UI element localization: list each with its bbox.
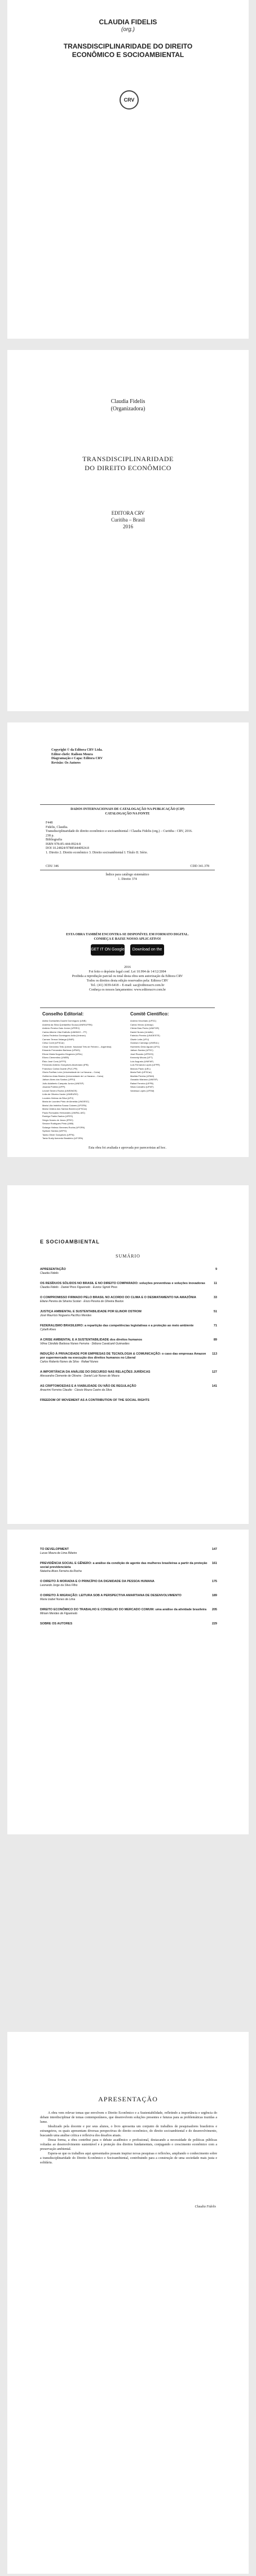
- toc-item-title: AS CRIPTOMOEDAS E A VIABILIDADE OU NÃO DE REGULAÇÃO: [40, 1385, 136, 1388]
- copyright-lines: [51, 748, 209, 765]
- toc-item[interactable]: [40, 1548, 217, 1556]
- toc-item[interactable]: [40, 1622, 217, 1626]
- publisher-year: 2016: [123, 524, 133, 529]
- title-line1: TRANSDISCIPLINARIDADE: [82, 455, 174, 463]
- council-member: Carlos Federico Dominguez Avila (Unieuro): [42, 1034, 86, 1037]
- toc-item[interactable]: [40, 1268, 217, 1276]
- copyright-page: [7, 722, 249, 1157]
- toc-item-title: APRESENTAÇÃO: [40, 1268, 66, 1271]
- toc-item-title: A IMPORTÂNCIA DA ANÁLISE DO DISCURSO NAS RELAÇÕES JURÍDICAS: [40, 1370, 151, 1374]
- catalog-line: Bibliografia: [46, 838, 62, 842]
- council-member: Tadeu Oliver Gonçalves (UFPA): [42, 1133, 74, 1136]
- toc-item-author: Carlos Roberto Nunes da Silva · Rafael Nunes: [40, 1360, 99, 1364]
- toc-item-page: 147: [211, 1548, 217, 1551]
- scientific-committee-list: [130, 1019, 212, 1093]
- council-member: Andrea Vecchiato (UFSC): [130, 1019, 157, 1022]
- toc-item-author: Cybelli Alves: [40, 1328, 56, 1331]
- google-play-badge[interactable]: GET IT ON Google Play: [91, 944, 125, 956]
- toc-item[interactable]: [40, 1310, 217, 1318]
- council-member: Marilda Pereira (UFAM): [130, 1074, 155, 1077]
- cover-author: CLAUDIA FIDELIS: [99, 18, 157, 26]
- toc-item-title: JUSTIÇA AMBIENTAL E SUSTENTABILIDADE POR ELINOR OSTROM: [40, 1310, 142, 1313]
- toc-item[interactable]: [40, 1338, 217, 1346]
- council-member: Sydione Santos (UEPG): [42, 1129, 67, 1132]
- toc-item[interactable]: [40, 1385, 217, 1392]
- catalog-line: F448: [46, 821, 53, 825]
- cdu-code: CDU 346: [46, 865, 59, 868]
- toc-item[interactable]: [40, 1562, 217, 1574]
- legal-line: Foi feito o depósito legal conf. Lei 10.994 de 14/12/2004: [89, 970, 166, 974]
- toc-item-author: Alessandra Clemente de Oliveira · Daniel Luiz Nunes de Moura: [40, 1374, 120, 1378]
- toc-item-page: 113: [212, 1352, 217, 1356]
- catalog-line: Fidelis, Claudia.: [46, 825, 68, 829]
- council-member: Silvia Carvalho (UFMT): [130, 1085, 154, 1088]
- council-member: Carmen Tereza Velanga (UNIR): [42, 1037, 74, 1041]
- toc-item-author: Claudia Fidelis · Daniel Pires Figueiredo · Eunice Sgrioli Pires: [40, 1286, 118, 1289]
- council-member: Luís Fernando Lopes (UFPR): [130, 1063, 160, 1066]
- council-member: Carlos Vinício (Univap): [130, 1023, 153, 1026]
- apresentacao-page: [7, 2032, 249, 2574]
- toc-item-page: 51: [213, 1310, 217, 1313]
- toc-item[interactable]: [40, 1352, 217, 1364]
- ebook-line1: ESTA OBRA TAMBÉM ENCONTRA-SE DISPONÍVEL EM FORMATO DIGITAL.: [66, 933, 189, 936]
- council-member: Francisco Carlos Duarte (PUC-PR): [42, 1067, 78, 1070]
- title-page: [7, 350, 249, 711]
- council-member: Elione Maria Nogueira Diogenes (UFAL): [42, 1052, 83, 1055]
- council-member: Guillermo Arias Beatón (Universidade de La Havana – Cuba): [42, 1074, 104, 1077]
- catalog-line: 238 p.: [46, 834, 54, 838]
- scientific-committee-title: Comitê Científico:: [130, 1011, 169, 1017]
- toc-item-author: Maria Izabel Nunes de Lima: [40, 1598, 76, 1601]
- council-member: Clécia Dias Pedro (UNIFOR): [130, 1027, 160, 1029]
- toc-item-title: O DIREITO À MORADIA E O PRINCÍPIO DA DIGNIDADE DA PESSOA HUMANA: [40, 1580, 155, 1583]
- toc-item-title: PREVIDÊNCIA SOCIAL E GÊNERO: a análise da condição de agente das mulheres brasileiras a partir da proteção social previdenciária: [40, 1562, 208, 1569]
- council-member: Josania Portela (UFPI): [42, 1085, 65, 1088]
- catalog-line: 1. Direito 2. Direito econômico 3. Direito socioambiental I. Título II. Série.: [46, 851, 148, 855]
- legal-line: Todos os direitos desta edição reservados pela: Editora CRV: [86, 979, 169, 983]
- editorial-council-title: Conselho Editorial:: [42, 1011, 84, 1017]
- copyright-line: Copyright © da Editora CRV Ltda.: [51, 748, 103, 752]
- toc-item-author: Lucas Moura de Lima Ribeiro: [40, 1552, 77, 1555]
- council-member: Marcos Paulo (UEL): [130, 1067, 151, 1070]
- council-member: Andréia da Silva Quintanilha Sousa (UNIR/UFRN): [42, 1023, 92, 1026]
- catalog-title-line1: DADOS INTERNACIONAIS DE CATALOGAÇÃO NA PUBLICAÇÃO (CIP): [70, 808, 184, 811]
- council-member: Humberto Diniz Aguiar (UFG): [130, 1045, 160, 1048]
- catalog-line: Transdisciplinaridade do direito econômico e socioambiental / Claudia Fidelis (org.) – Curitiba : CRV, 2016.: [46, 830, 193, 833]
- legal-line: 2016: [124, 966, 131, 969]
- toc-item-page: 89: [213, 1338, 217, 1342]
- catalog-line: DOI 10.24824/978854440924.8: [46, 847, 89, 850]
- council-member: Fabrício Pereira (UNIOESTE): [130, 1034, 160, 1037]
- ebook-line2: CONHEÇA E BAIXE NOSSO APLICATIVO!: [94, 937, 161, 941]
- toc-item-title: OS RESÍDUOS SÓLIDOS NO BRASIL E NO DIREITO COMPARADO: soluções preventivas e soluções inovadoras: [40, 1282, 205, 1285]
- catalog-line: ISBN 978-85-444-0924-8: [46, 842, 81, 846]
- apresentacao-body: [40, 2111, 217, 2165]
- council-member: Antônio Pereira Gaio Júnior (UFRRJ): [42, 1027, 80, 1029]
- cover-page: [7, 0, 249, 339]
- toc-item-page: 127: [211, 1370, 217, 1374]
- sumario-header: E SOCIOAMBIENTAL: [40, 1239, 100, 1245]
- toc-item-page: 11: [214, 1282, 217, 1285]
- council-member: Aldira Guimarães Duarte Domínguez (UNB): [42, 1019, 86, 1022]
- council-member: Cesar Gerónimo Tello (Univer. Nacional Três de Febrero – Argentina): [42, 1045, 112, 1048]
- toc-item-title: INDUÇÃO À PRIVACIDADE POR EMPRESAS DE TECNOLOGIA & COMUNICAÇÃO: o caso das empresas Amazon por supermercado na execução dos direitos humanos no Liberal: [40, 1352, 206, 1360]
- toc-item-author: José Maurício Nogueira Pacífico Mendes: [40, 1314, 92, 1317]
- council-member: Vanessa Lopes (UFSM): [130, 1089, 155, 1092]
- crv-logo-icon: CRV: [120, 90, 139, 109]
- toc-item-title: SOBRE OS AUTORES: [40, 1622, 73, 1626]
- toc-item-page: 71: [213, 1324, 217, 1328]
- council-member: Oswaldo Mariano (UNESP): [130, 1078, 158, 1081]
- publisher-city: Curitiba – Brasil: [111, 517, 145, 523]
- council-member: Solange Helena Ximenes-Rocha (UFOPA): [42, 1125, 85, 1129]
- paragraph: Espera-se que os trabalhos aqui apresentados possam inspirar novas pesquisas e reflexões, ampliando o conhecimento sobre a transdisciplinaridade do Direito Econômico e Socioambiental, contribuindo para a construção de uma sociedade mais justa e solidária.: [40, 2152, 217, 2165]
- title-main: [7, 454, 249, 472]
- apresentacao-title: APRESENTAÇÃO: [98, 2095, 158, 2103]
- app-store-badge[interactable]: Download on the App Store: [130, 944, 164, 956]
- council-member: Luiz Augusto (UNIFAP): [130, 1059, 154, 1063]
- council-member: Élsio José Corá (UFFS): [42, 1059, 67, 1063]
- cover-org: (org.): [121, 27, 135, 33]
- sumario-page: [7, 1185, 249, 1524]
- council-member: Maria de Lourdes Pinto de Almeida (UNOESC): [42, 1100, 90, 1103]
- cdd-code: CDD 341.378: [190, 865, 209, 868]
- toc-item-author: Natasha Alves Ferreira da Rocha: [40, 1570, 82, 1573]
- title-line2: DO DIREITO ECONÔMICO: [85, 464, 171, 472]
- legal-line: Tel.: (41) 3039-6418 – E-mail: sac@editoracrv.com.br: [90, 984, 165, 987]
- council-member: Rodrigo Pratte-Santos (UFES): [42, 1115, 73, 1118]
- toc-list-continued: [40, 1548, 217, 1632]
- toc-item-author: Anacrimi Ferreira Claudio · Cássio Moura Castro da Silva: [40, 1388, 112, 1392]
- cdu-cdd-row: [46, 865, 209, 868]
- council-member: Elizeu Clementino (UNEB): [42, 1056, 69, 1059]
- toc-item[interactable]: [40, 1580, 217, 1588]
- council-member: Jailson Alves dos Santos (UFRJ): [42, 1078, 76, 1081]
- toc-item-page: 161: [211, 1562, 217, 1565]
- publisher-name: EDITORA CRV: [111, 510, 145, 516]
- council-member: Simone Rodrigues Pinto (UNB): [42, 1122, 74, 1125]
- paragraph: Dessa forma, a obra contribui para o debate acadêmico e profissional, destacando a necessidade de políticas públicas voltadas ao desenvolvimento sustentável e à proteção dos direitos fundamentais, conjugando o crescimento econômico com a preservação ambiental.: [40, 2139, 217, 2151]
- council-member: Jailson Santos (UFSC): [130, 1049, 153, 1052]
- council-member: Maria Cristina dos Santos Bezerra (UFSCar): [42, 1107, 87, 1110]
- toc-item-author: Eliane Pereira da Silveira Scolari · Enzo Pereira de Oliveira Bastos: [40, 1300, 124, 1303]
- sumario-title: SUMÁRIO: [116, 1254, 140, 1259]
- council-member: Lídia de Oliveira Xavier (UNIEURO): [42, 1093, 78, 1096]
- divider: [40, 1007, 215, 1008]
- sumario-page-continued: [7, 1530, 249, 1834]
- council-member: Carlos Alberto Vilar Estêvão (UMINHO – PT): [42, 1030, 87, 1033]
- council-member: Celso Conti (UFSCar): [42, 1041, 64, 1044]
- toc-item[interactable]: [40, 1399, 217, 1403]
- copyright-line: Editor-chefe: Railson Moura: [51, 752, 93, 756]
- ebook-notice: [40, 932, 215, 941]
- council-member: Kennedy Moura (UFT): [130, 1056, 153, 1059]
- toc-item-title: FREEDOM OF MOVEMENT AS A CONTRIBUTION OF THE SOCIAL RIGHTS: [40, 1399, 149, 1402]
- council-member: Sérgio Nunes de Jesus (IFRO): [42, 1118, 73, 1121]
- toc-item-page: 141: [211, 1385, 217, 1388]
- toc-item-page: 189: [211, 1594, 217, 1597]
- title-org: (Organizadora): [111, 406, 145, 412]
- council-member: João Adalberto Campato Junior (UNESP): [42, 1081, 84, 1085]
- cover-title-line1: TRANSDISCIPLINARIDADE DO DIREITO: [63, 42, 193, 50]
- legal-line: Proibida a reprodução parcial ou total desta obra sem autorização da Editora CRV: [72, 975, 183, 978]
- toc-item[interactable]: [40, 1608, 217, 1616]
- review-note: Esta obra foi avaliada e aprovada por pareceristas ad hoc.: [89, 1146, 166, 1150]
- toc-item-title: TO DEVELOPMENT: [40, 1548, 69, 1551]
- council-member: Daniel Nunes (Univille): [130, 1030, 153, 1033]
- catalog-title-line2: CATALOGAÇÃO NA FONTE: [105, 812, 150, 816]
- publisher-block: [7, 510, 249, 530]
- toc-item-author: Claudia Fidelis: [40, 1272, 59, 1275]
- toc-item[interactable]: [40, 1370, 217, 1378]
- toc-item-title: O COMPROMISSO FIRMADO PELO BRASIL NO ACORDO DO CLIMA E O DESMATAMENTO NA AMAZÔNIA: [40, 1296, 196, 1299]
- council-member: José Ricardo (UFRGS): [130, 1052, 154, 1055]
- apresentacao-signature: Claudia Fidelis: [195, 2205, 216, 2209]
- toc-item-title: FEDERALISMO BRASILEIRO: a repartição das competências legislativas e a proteção ao meio ambiente: [40, 1324, 194, 1328]
- copyright-line: Revisão: Os Autores: [51, 761, 81, 765]
- toc-item-page: 33: [213, 1296, 217, 1299]
- toc-item[interactable]: [40, 1296, 217, 1304]
- toc-item-title: DIREITO ECONÔMICO DO TRABALHO E CONSELHO DO MERCADO COMUM: uma análise da atividade brasileira: [40, 1608, 207, 1611]
- index-title: Índice para catálogo sistemático: [105, 873, 149, 877]
- toc-item-author: Vilma Cândido Barbosa Nunes Ferreira · Débora Cavalcanti Guimarães: [40, 1342, 130, 1346]
- legal-block: [40, 965, 215, 992]
- editorial-council-list: [42, 1019, 124, 1141]
- toc-item-page: 175: [211, 1580, 217, 1583]
- copyright-line: Diagramação e Capa: Editora CRV: [51, 757, 103, 760]
- toc-item[interactable]: [40, 1324, 217, 1332]
- paragraph: A obra vem relevar temas que envolvem o Direito Econômico e a Sustentabilidade, refletindo a importância e urgência do debate interdisciplinar de temas contemporâneos, que desenvolvem soluções presentes e futuras para as problemáticas trazidas a lume.: [40, 2111, 217, 2124]
- council-member: Fernando Antônio Gonçalves Alcoforado (IPB): [42, 1063, 89, 1066]
- index-block: [40, 873, 215, 882]
- index-item: 1. Direito 374: [118, 878, 137, 881]
- council-member: Tania Suely Azevedo Brasileiro (UFOPA): [42, 1137, 83, 1140]
- council-member: Lourdes Helena da Silva (UFV): [42, 1096, 74, 1099]
- toc-item-page: 229: [211, 1622, 217, 1626]
- toc-item-title: A CRISE AMBIENTAL E A SUSTENTABILIDADE dos direitos humanos: [40, 1338, 143, 1342]
- toc-item-author: Miriam Mendes de Figueiredo: [40, 1612, 78, 1615]
- council-member: Maria Ruth (UFSCar): [130, 1071, 152, 1074]
- toc-item[interactable]: [40, 1282, 217, 1290]
- toc-item[interactable]: [40, 1594, 217, 1602]
- council-member: Rafael Ferreira (UFPB): [130, 1081, 154, 1085]
- toc-item-title: O DIREITO À MIGRAÇÃO: LEITURA SOB A PERSPECTIVA AMARTIANA DE DESENVOLVIMENTO: [40, 1594, 182, 1597]
- cover-title: [7, 42, 249, 59]
- council-member: Maria Lília Imbiriba Sousa Colares (UFOPA): [42, 1103, 87, 1107]
- catalog-entry: [46, 821, 209, 855]
- legal-line: Conheça os nossos lançamentos: www.editoracrv.com.br: [89, 988, 166, 992]
- catalog-title: [40, 807, 215, 816]
- council-member: Paulo Romualdo Hernandes (UNIFAL-MG): [42, 1111, 85, 1114]
- cover-title-line2: ECONÔMICO E SOCIOAMBIENTAL: [72, 51, 184, 59]
- council-member: Eduardo Fernandes Barbosa (UFMG): [42, 1049, 80, 1052]
- council-member: Gloria Fariñas León (Universidade de La Havana – Cuba): [42, 1071, 100, 1074]
- toc-item-author: Leonardo Jorge da Silva Filho: [40, 1584, 78, 1587]
- council-member: Gustavo Camargo (UNISUL): [130, 1041, 159, 1044]
- toc-item-page: 205: [211, 1608, 217, 1611]
- toc-list: [40, 1268, 217, 1409]
- council-member: Gisele Leite (UFU): [130, 1037, 149, 1041]
- council-member: Leonel Severo Rocha (UNISINOS): [42, 1089, 77, 1092]
- paragraph: Idealizado pela docente e por seus alunos, o livro apresenta um conjunto de trabalhos de pesquisadores brasileiros e estrangeiros, os quais apresentam diversas perspectivas do direito econômico, do direito socioambiental e do desenvolvimento, buscando uma análise crítica e reflexiva dos desafios atuais.: [40, 2125, 217, 2137]
- title-author: Claudia Fidelis: [111, 398, 145, 405]
- toc-item-page: 9: [215, 1268, 217, 1271]
- divider: [40, 804, 215, 805]
